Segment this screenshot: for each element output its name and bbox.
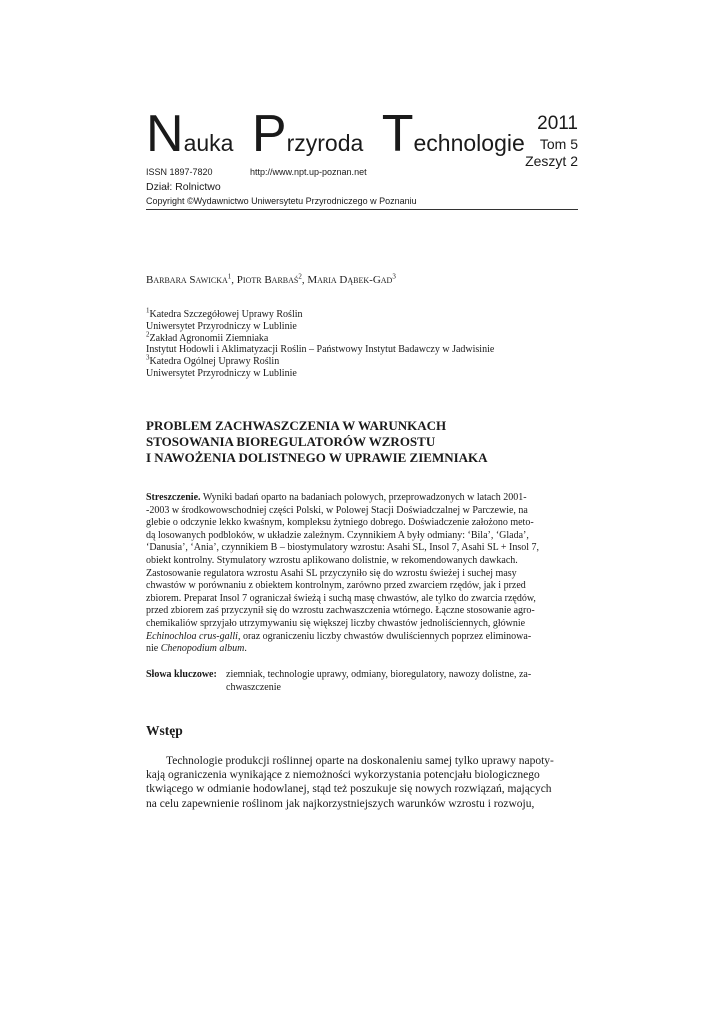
author-name: Maria Dąbek-Gad xyxy=(307,274,393,286)
section-heading: Wstęp xyxy=(146,723,183,738)
abstract-label: Streszczenie. xyxy=(146,492,201,503)
article-title xyxy=(146,418,488,466)
journal-year: 2011 xyxy=(537,113,578,134)
author-name: Piotr Barbaś xyxy=(236,274,299,286)
abstract-line: Echinochloa crus-galli, oraz ograniczeniu liczby chwastów dwuliściennych poprzez eliminowa- xyxy=(146,630,532,642)
header-divider xyxy=(146,209,578,210)
author-aff: 3 xyxy=(392,272,396,281)
intro-line: na celu zapewnienie roślinom jak najkorzystniejszych warunków wzrostu i rozwoju, xyxy=(146,797,535,810)
journal-title-initial-1: N xyxy=(146,105,184,163)
affiliation-line: Uniwersytet Przyrodniczy w Lublinie xyxy=(146,367,297,379)
affiliation-line: $^1$Katedra Szczegółowej Uprawy Roślin xyxy=(146,306,303,320)
keywords xyxy=(226,669,578,694)
affiliation-line: $^2$Zakład Agronomii Ziemniaka xyxy=(146,330,269,344)
abstract-line: glebie o odczynie lekko kwaśnym, kompleksu żytniego dobrego. Doświadczenie założono meto- xyxy=(146,517,534,529)
abstract-line: zbiorem. Preparat Insol 7 ograniczał świeżą i suchą masę chwastów, ale tylko do zwarcia rzędów, xyxy=(146,592,536,604)
article-title-line: I NAWOŻENIA DOLISTNEGO W UPRAWIE ZIEMNIAKA xyxy=(146,450,488,465)
intro-line: Technologie produkcji roślinnej oparte na doskonaleniu samej tylko uprawy napoty- xyxy=(166,755,554,767)
intro-paragraph xyxy=(146,754,578,811)
journal-copyright: Copyright ©Wydawnictwo Uniwersytetu Przyrodniczego w Poznaniu xyxy=(146,196,417,206)
abstract-line: obiekt kontrolny. Stymulatory wzrostu aplikowano dolistnie, w rekomendowanych dawkach. xyxy=(146,554,518,566)
journal-title-initial-3: T xyxy=(381,105,414,163)
keywords-line: ziemniak, technologie uprawy, odmiany, bioregulatory, nawozy dolistne, za- xyxy=(226,669,532,680)
affiliation-line: Instytut Hodowli i Aklimatyzacji Roślin – Państwowy Instytut Badawczy w Jadwisinie xyxy=(146,344,495,356)
journal-title-rest-2: rzyroda xyxy=(286,130,364,156)
journal-issue: Zeszyt 2 xyxy=(525,153,578,169)
authors: Barbara Sawicka$^1$, Piotr Barbaś$^2$, Maria Dąbek-Gad$^3$ xyxy=(146,272,396,286)
author-name: Barbara Sawicka xyxy=(146,274,228,286)
abstract xyxy=(146,492,578,656)
abstract-line: ‘Danusia’, ‘Ania’, czynnikiem B – biostymulatory wzrostu: Asahi SL, Insol 7, Asahi SL + Insol 7, xyxy=(146,542,540,554)
journal-title-rest-3: echnologie xyxy=(413,130,525,156)
abstract-line: Zastosowanie regulatora wzrostu Asahi SL przyczyniło się do wzrostu świeżej i suchej masy xyxy=(146,567,517,579)
abstract-line: chemikaliów sprzyjało utrzymywaniu się większej liczby chwastów jednoliściennych, głównie xyxy=(146,617,526,629)
article-title-line: PROBLEM ZACHWASZCZENIA W WARUNKACH xyxy=(146,418,447,433)
affiliation-line: Uniwersytet Przyrodniczy w Lublinie xyxy=(146,320,297,332)
journal-title-rest-1: auka xyxy=(183,130,234,156)
journal-title-initial-2: P xyxy=(251,105,287,163)
journal-url: http://www.npt.up-poznan.net xyxy=(250,167,367,177)
intro-line: kają ograniczenia wynikające z niemożności wykorzystania potencjału biologicznego xyxy=(146,769,540,782)
author-aff: 1 xyxy=(227,272,232,281)
abstract-line: Streszczenie. Wyniki badań oparto na badaniach polowych, przeprowadzonych w latach 2001- xyxy=(146,492,527,503)
abstract-line: chwastów w porównaniu z obiektem kontrolnym, zarówno przed zwarciem rzędów, jak i przed xyxy=(146,580,526,592)
abstract-line: nie Chenopodium album. xyxy=(146,643,247,655)
affiliation-line: $^3$Katedra Ogólnej Uprawy Roślin xyxy=(146,353,280,368)
keywords-label: Słowa kluczowe: xyxy=(146,669,217,680)
article-title-line: STOSOWANIA BIOREGULATORÓW WZROSTU xyxy=(146,434,436,449)
journal-issn: ISSN 1897-7820 xyxy=(146,167,213,177)
abstract-line: -2003 w środkowowschodniej części Polski, w Polowej Stacji Doświadczalnej w Parczewie, na xyxy=(146,504,528,516)
journal-section: Dział: Rolnictwo xyxy=(146,181,221,193)
abstract-line: dą losowanych podbloków, w układzie zależnym. Czynnikiem A były odmiany: ‘Bila’, ‘Glada’, xyxy=(146,529,529,541)
journal-volume: Tom 5 xyxy=(539,136,578,152)
intro-line: tkwiącego w odmianie hodowlanej, stąd też poszukuje się nowych rozwiązań, mających xyxy=(146,783,552,796)
keywords-line: chwaszczenie xyxy=(226,681,281,693)
journal-title xyxy=(146,105,525,163)
abstract-line: przed zbiorem zaś przyczynił się do wzrostu zachwaszczenia wtórnego. Łączne stosowanie agro- xyxy=(146,605,535,617)
affiliations xyxy=(146,306,495,380)
author-aff: 2 xyxy=(298,272,302,281)
